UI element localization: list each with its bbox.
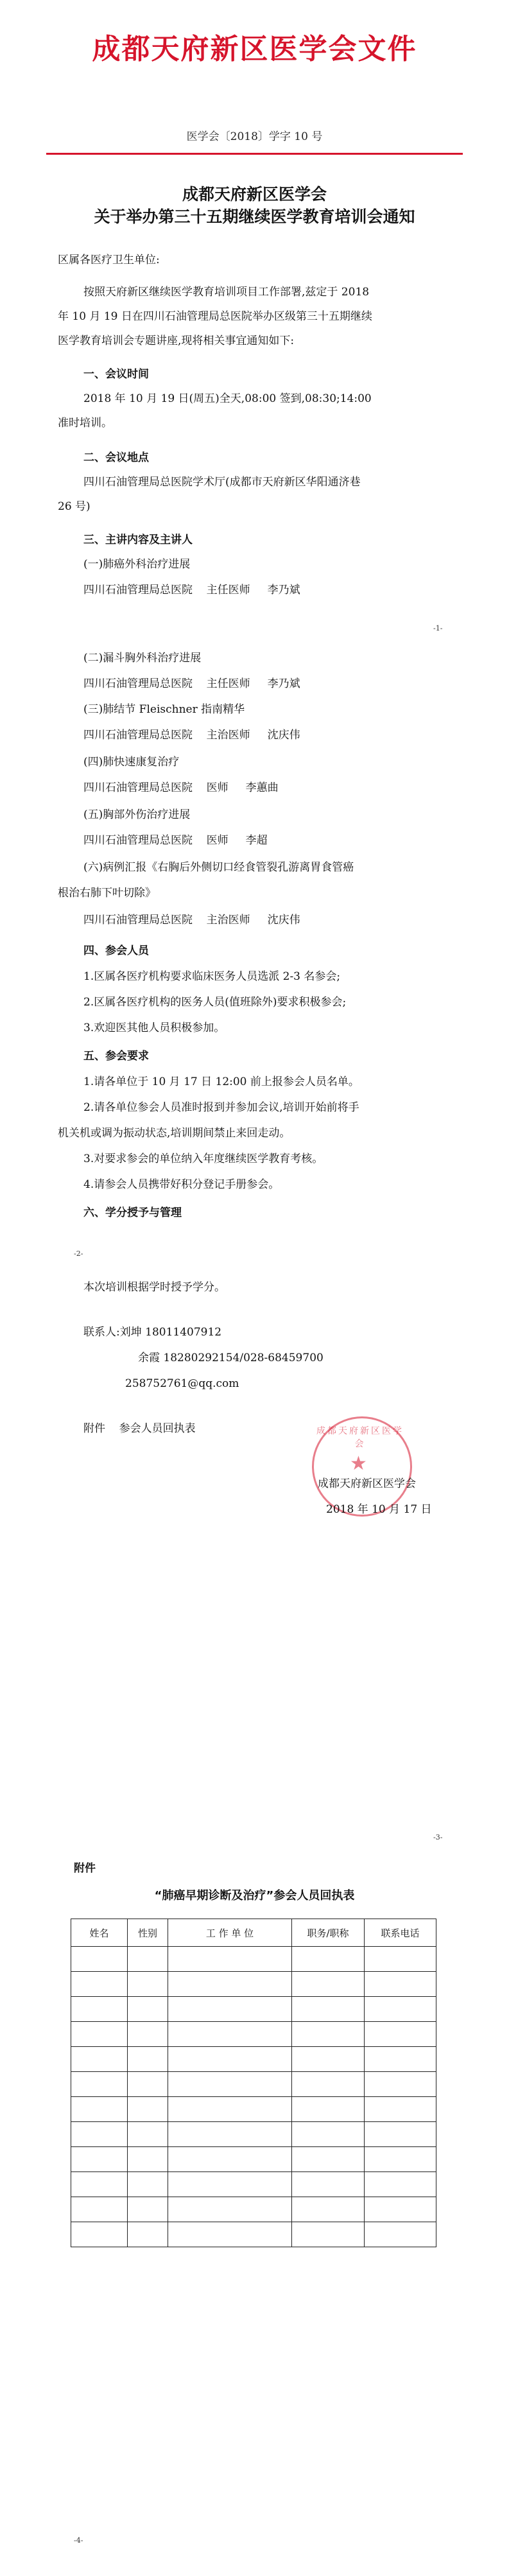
page-number-4: -4- — [74, 2536, 83, 2545]
table-header-row — [71, 1919, 436, 1947]
table-cell — [128, 2072, 168, 2097]
requirement-item-1: 1.请各单位于 10 月 17 日 12:00 前上报参会人员名单。 — [83, 1075, 359, 1088]
official-seal-text: 成都天府新区医学会 — [316, 1426, 404, 1449]
table-cell — [71, 2172, 128, 2197]
column-header: 性别 — [128, 1919, 168, 1947]
table-cell — [71, 2197, 128, 2222]
table-cell — [168, 2197, 292, 2222]
section-credits-heading: 六、学分授予与管理 — [83, 1206, 182, 1219]
table-cell — [292, 1997, 365, 2022]
table-cell — [365, 2047, 436, 2072]
table-cell — [128, 2047, 168, 2072]
topic-4-title: (四)肺快速康复治疗 — [83, 756, 180, 769]
table-cell — [292, 2147, 365, 2172]
table-cell — [128, 2147, 168, 2172]
table-row — [71, 2097, 436, 2122]
notice-title-line1: 成都天府新区医学会 — [182, 185, 327, 204]
topic-3-title: (三)肺结节 Fleischner 指南精华 — [83, 703, 245, 716]
table-row — [71, 1972, 436, 1997]
table-cell — [71, 2147, 128, 2172]
table-cell — [71, 1997, 128, 2022]
topic-2-title: (二)漏斗胸外科治疗进展 — [83, 652, 202, 665]
topic-6-speaker: 四川石油管理局总医院 主治医师 沈庆伟 — [83, 914, 300, 927]
topic-1-speaker: 四川石油管理局总医院 主任医师 李乃斌 — [83, 584, 300, 596]
table-cell — [292, 2097, 365, 2122]
table-cell — [71, 2097, 128, 2122]
table-cell — [365, 2172, 436, 2197]
signature-date: 2018 年 10 月 17 日 — [326, 1503, 432, 1516]
topic-1-title: (一)肺癌外科治疗进展 — [83, 558, 191, 571]
table-cell — [71, 2072, 128, 2097]
intro-line-3: 医学教育培训会专题讲座,现将相关事宜通知如下: — [58, 335, 295, 347]
contact-line-1: 联系人:刘坤 18011407912 — [83, 1326, 222, 1339]
attachment-title: “肺癌早期诊断及治疗”参会人员回执表 — [154, 1889, 355, 1902]
table-row — [71, 2047, 436, 2072]
attachment-label: 附件 — [74, 1862, 96, 1875]
table-cell — [128, 2022, 168, 2047]
table-cell — [365, 2197, 436, 2222]
table-cell — [168, 2097, 292, 2122]
table-cell — [168, 2122, 292, 2147]
table-cell — [128, 1972, 168, 1997]
table-row — [71, 2122, 436, 2147]
attendee-roster-table — [71, 1919, 436, 2247]
table-cell — [71, 2022, 128, 2047]
table-cell — [292, 1972, 365, 1997]
notice-title-line2: 关于举办第三十五期继续医学教育培训会通知 — [94, 207, 415, 226]
section-location-heading: 二、会议地点 — [83, 451, 149, 464]
table-cell — [292, 2047, 365, 2072]
topic-6-title-line-2: 根治右肺下叶切除》 — [58, 887, 156, 900]
table-cell — [168, 2172, 292, 2197]
column-header: 姓名 — [71, 1919, 128, 1947]
section-requirements-heading: 五、参会要求 — [83, 1050, 149, 1063]
table-cell — [365, 2147, 436, 2172]
table-cell — [71, 2047, 128, 2072]
table-row — [71, 2197, 436, 2222]
table-cell — [128, 1997, 168, 2022]
table-row — [71, 1947, 436, 1972]
addressee: 区属各医疗卫生单位: — [58, 254, 160, 266]
table-cell — [365, 2022, 436, 2047]
table-cell — [128, 2097, 168, 2122]
section-time-heading: 一、会议时间 — [83, 368, 149, 381]
table-row — [71, 2022, 436, 2047]
attachment-note: 附件 参会人员回执表 — [83, 1422, 196, 1435]
table-cell — [365, 2222, 436, 2247]
meeting-time-line-1: 2018 年 10 月 19 日(周五)全天,08:00 签到,08:30;14:00 — [83, 392, 372, 405]
intro-line-1: 按照天府新区继续医学教育培训项目工作部署,兹定于 2018 — [83, 286, 370, 299]
meeting-time-line-2: 准时培训。 — [58, 417, 112, 430]
table-cell — [71, 2122, 128, 2147]
requirement-item-4: 4.请参会人员携带好积分登记手册参会。 — [83, 1178, 280, 1191]
meeting-location-line-2: 26 号) — [58, 500, 91, 513]
table-cell — [292, 2072, 365, 2097]
page-number-3: -3- — [433, 1833, 443, 1841]
table-cell — [128, 2122, 168, 2147]
roster-body — [71, 1947, 436, 2247]
requirement-item-2-line-1: 2.请各单位参会人员准时报到并参加会议,培训开始前将手 — [83, 1101, 359, 1114]
topic-4-speaker: 四川石油管理局总医院 医师 李蕙曲 — [83, 781, 279, 794]
table-cell — [168, 1972, 292, 1997]
topic-3-speaker: 四川石油管理局总医院 主治医师 沈庆伟 — [83, 729, 300, 742]
table-row — [71, 2172, 436, 2197]
table-cell — [365, 1972, 436, 1997]
attendees-item-3: 3.欢迎医其他人员积极参加。 — [83, 1022, 225, 1034]
table-cell — [168, 2147, 292, 2172]
document-number: 医学会〔2018〕学字 10 号 — [186, 130, 323, 143]
requirement-item-2-line-2: 机关机或调为振动状态,培训期间禁止来回走动。 — [58, 1127, 291, 1140]
topic-6-title-line-1: (六)病例汇报《右胸后外侧切口经食管裂孔游离胃食管癌 — [83, 861, 354, 874]
requirement-item-3: 3.对要求参会的单位纳入年度继续医学教育考核。 — [83, 1153, 324, 1165]
table-cell — [292, 2222, 365, 2247]
table-cell — [168, 1947, 292, 1972]
table-cell — [365, 2072, 436, 2097]
document-header-title: 成都天府新区医学会文件 — [92, 33, 417, 65]
table-cell — [365, 1997, 436, 2022]
table-row — [71, 2147, 436, 2172]
table-cell — [292, 2122, 365, 2147]
section-attendees-heading: 四、参会人员 — [83, 944, 149, 957]
topic-2-speaker: 四川石油管理局总医院 主任医师 李乃斌 — [83, 677, 300, 690]
topic-5-speaker: 四川石油管理局总医院 医师 李超 — [83, 834, 268, 847]
table-cell — [71, 1947, 128, 1972]
table-row — [71, 1997, 436, 2022]
seal-star-icon: ★ — [350, 1452, 367, 1475]
table-cell — [128, 2172, 168, 2197]
table-cell — [365, 2122, 436, 2147]
column-header: 联系电话 — [365, 1919, 436, 1947]
table-cell — [128, 1947, 168, 1972]
attendees-item-2: 2.区属各医疗机构的医务人员(值班除外)要求积极参会; — [83, 996, 347, 1009]
table-row — [71, 2072, 436, 2097]
section-topics-heading: 三、主讲内容及主讲人 — [83, 534, 193, 546]
table-cell — [365, 2097, 436, 2122]
table-cell — [168, 2022, 292, 2047]
table-cell — [168, 2072, 292, 2097]
table-cell — [128, 2197, 168, 2222]
signature-organization: 成都天府新区医学会 — [318, 1477, 416, 1490]
contact-email: 258752761@qq.com — [125, 1377, 239, 1390]
table-cell — [292, 2022, 365, 2047]
attendees-item-1: 1.区属各医疗机构要求临床医务人员选派 2-3 名参会; — [83, 970, 341, 983]
table-cell — [168, 2047, 292, 2072]
table-cell — [292, 1947, 365, 1972]
table-cell — [71, 2222, 128, 2247]
table-row — [71, 2222, 436, 2247]
table-cell — [168, 2222, 292, 2247]
topic-5-title: (五)胸部外伤治疗进展 — [83, 808, 191, 821]
header-red-divider — [46, 153, 463, 155]
intro-line-2: 年 10 月 19 日在四川石油管理局总医院举办区级第三十五期继续 — [58, 310, 372, 323]
page-number-1: -1- — [433, 624, 443, 632]
contact-line-2: 余霞 18280292154/028-68459700 — [138, 1352, 324, 1364]
page-number-2: -2- — [74, 1249, 83, 1258]
table-cell — [71, 1972, 128, 1997]
column-header: 工 作 单 位 — [168, 1919, 292, 1947]
table-cell — [365, 1947, 436, 1972]
meeting-location-line-1: 四川石油管理局总医院学术厅(成都市天府新区华阳通济巷 — [83, 476, 361, 489]
table-cell — [128, 2222, 168, 2247]
table-cell — [292, 2172, 365, 2197]
table-cell — [168, 1997, 292, 2022]
column-header: 职务/职称 — [292, 1919, 365, 1947]
table-cell — [292, 2197, 365, 2222]
credit-text: 本次培训根据学时授予学分。 — [83, 1281, 225, 1294]
